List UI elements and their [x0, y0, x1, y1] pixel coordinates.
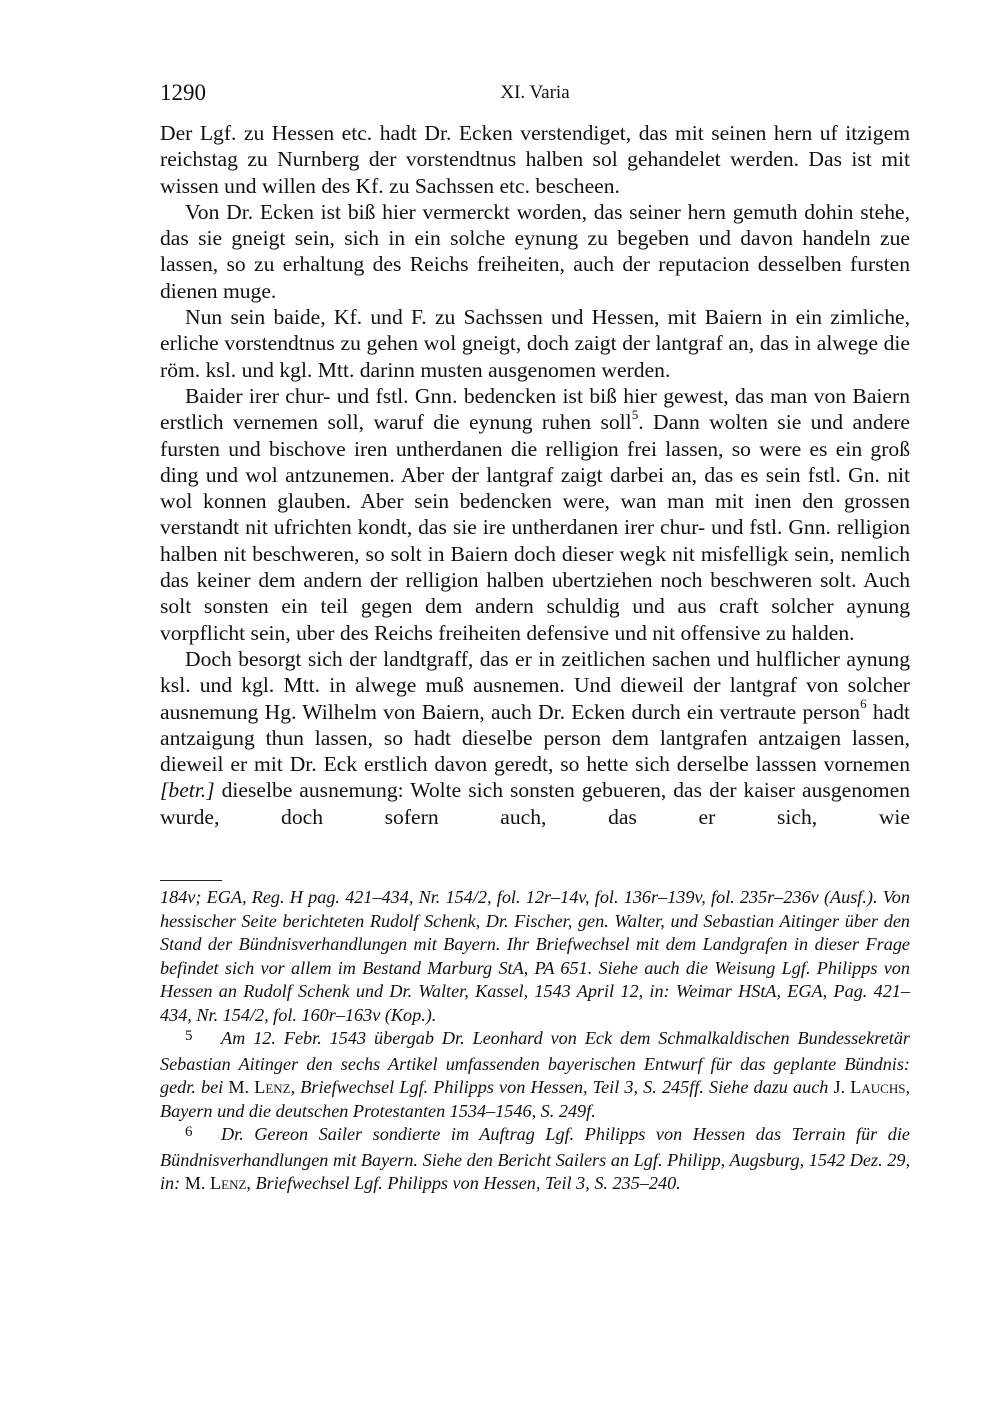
main-text — [160, 120, 910, 830]
footnote-continuation: 184v; EGA, Reg. H pag. 421–434, Nr. 154/2, fol. 12r–14v, fol. 136r–139v, fol. 235r–236v (Ausf.). Von hessischer Seite berichteten Rudolf Schenk, Dr. Fischer, gen. Walter, und Sebastian Aitinger über den Stand der Bündnisverhandlungen mit Bayern. Ihr Briefwechsel mit dem Landgrafen in dieser Frage befindet sich vor allem im Bestand Marburg StA, PA 651. Siehe auch die Weisung Lgf. Philipps von Hessen an Rudolf Schenk und Dr. Walter, Kassel, 1543 April 12, in: Weimar HStA, EGA, Pag. 421–434, Nr. 154/2, fol. 160r–163v (Kop.). — [160, 887, 910, 1025]
editorial-insertion: [betr.] — [160, 778, 215, 803]
paragraph-4-text-a: Baider irer chur- und fstl. Gnn. bedencken ist biß hier gewest, das man von Baiern erstlich vernemen soll, waruf die eynung ruhen soll — [160, 383, 910, 435]
paragraph-5-text-c: dieselbe ausnemung: Wolte sich sonsten gebueren, das der kaiser ausgenomen wurde, doch sofern auch, das er sich, wie — [160, 778, 910, 829]
footnote-ref-6: 6 — [860, 696, 867, 712]
paragraph-5 — [160, 646, 910, 830]
footnotes — [160, 886, 910, 1196]
footnote-6 — [160, 1123, 910, 1196]
page-number: 1290 — [160, 80, 206, 105]
footnote-5-author-2: Lauchs — [850, 1077, 906, 1097]
footnote-5-author-1: Lenz — [254, 1077, 291, 1097]
footnote-6-number: 6 — [185, 1124, 193, 1140]
footnote-6-text-b: , Briefwechsel Lgf. Philipps von Hessen, Teil 3, S. 235–240. — [246, 1173, 681, 1193]
footnote-5-number: 5 — [185, 1028, 193, 1044]
paragraph-4 — [160, 383, 910, 646]
paragraph-5-text-a: Doch besorgt sich der landtgraff, das er in zeitlichen sachen und hulflicher aynung ksl. und kgl. Mtt. in alwege muß ausnemen. Und dieweil der lantgraf von solcher ausnemung Hg. Wilhelm von Baiern, auch Dr. Ecken durch ein vertraute person — [160, 646, 910, 724]
footnote-5-author-1-initial: M. — [228, 1077, 255, 1097]
footnote-5 — [160, 1027, 910, 1123]
footnote-5-text-b: , Briefwechsel Lgf. Philipps von Hessen, Teil 3, S. 245ff. Siehe dazu auch — [290, 1077, 829, 1097]
running-head: XI. Varia — [500, 82, 570, 103]
footnote-6-text-a: Dr. Gereon Sailer sondierte im Auftrag Lgf. Philipps von Hessen das Terrain für die Bündnisverhandlungen mit Bayern. Siehe den Bericht Sailers an Lgf. Philipp, Augsburg, 1542 Dez. 29, in: — [160, 1124, 910, 1193]
footnote-rule — [160, 880, 222, 881]
paragraph-5-text-b: hadt antzaigung thun lassen, so hadt dieselbe person dem lantgrafen antzaigen lassen, dieweil er mit Dr. Eck erstlich davon geredt, so hette sich derselbe lasssen vornemen — [160, 699, 911, 777]
paragraph-2: Von Dr. Ecken ist biß hier vermerckt worden, das seiner hern gemuth dohin stehe, das sie gneigt sein, sich in ein solche eynung zu begeben und davon handeln zue lassen, so zu erhaltung des Reichs freiheiten, auch der reputacion desselben fursten dienen muge. — [160, 199, 910, 303]
footnote-6-author: Lenz — [210, 1173, 247, 1193]
paragraph-4-text-b: . Dann wolten sie und andere fursten und bischove iren untherdanen die relligion frei lassen, so were es ein groß ding und wol antzunemen. Aber der lantgraf zaigt darbei an, das es sein fstl. Gn. nit wol konnen glauben. Aber sein bedencken were, wan man mit inen den grossen verstandt nit ufrichten kondt, das sie ire untherdanen irer chur- und fstl. Gnn. relligion halben nit beschweren, so solt in Baiern doch dieser wegk nit misfelligk sein, nemlich das keiner dem andern der relligion halben ubertziehen noch beschweren solt. Auch solt sonsten ein teil gegen dem andern schuldig und aus craft solcher aynung vorpflicht sein, uber des Reichs freiheiten defensive und nit offensive zu halden. — [160, 410, 910, 645]
footnote-6-author-initial: M. — [184, 1173, 211, 1193]
footnote-5-author-2-initial: J. — [833, 1077, 851, 1097]
paragraph-3: Nun sein baide, Kf. und F. zu Sachssen und Hessen, mit Baiern in ein zimliche, erliche vorstendtnus zu gehen wol gneigt, doch zaigt der lantgraf an, das in alwege die röm. ksl. und kgl. Mtt. darinn musten ausgenomen werden. — [160, 305, 910, 382]
footnote-ref-5: 5 — [631, 407, 639, 423]
paragraph-1: Der Lgf. zu Hessen etc. hadt Dr. Ecken verstendiget, das mit seinen hern uf itzigem reichstag zu Nurnberg der vorstendtnus halben sol gehandelet werden. Das ist mit wissen und willen des Kf. zu Sachssen etc. bescheen. — [160, 121, 910, 198]
page-header — [160, 80, 910, 108]
footnote-5-text-a: Am 12. Febr. 1543 übergab Dr. Leonhard von Eck dem Schmalkaldischen Bundessekretär Sebastian Aitinger den sechs Artikel umfassenden bayerischen Entwurf für das geplante Bündnis: gedr. bei — [160, 1028, 910, 1097]
footnote-5-text-c: , Bayern und die deutschen Protestanten 1534–1546, S. 249f. — [160, 1077, 911, 1121]
